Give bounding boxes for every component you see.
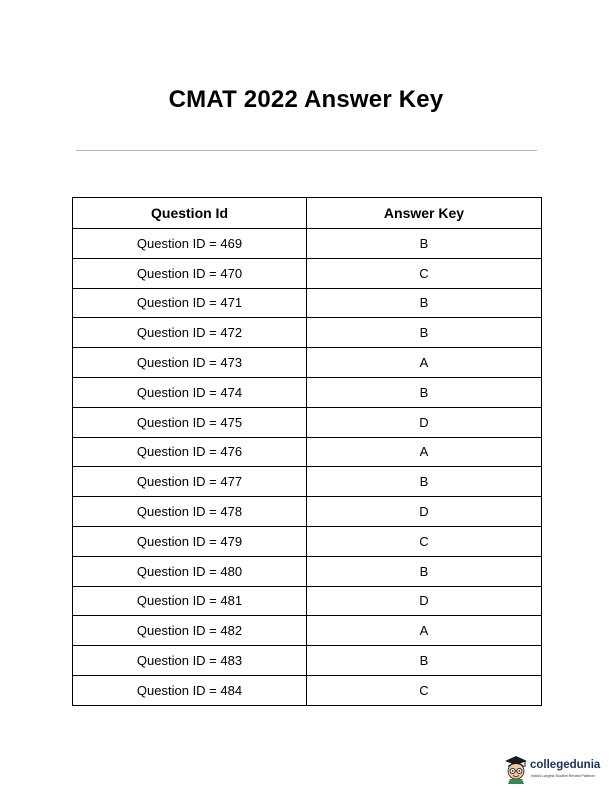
table-row — [73, 229, 542, 259]
logo-tagline: India's Largest Student Review Platform — [531, 774, 595, 778]
answer-cell: B — [307, 467, 542, 497]
collegedunia-logo — [503, 752, 608, 786]
answer-cell: C — [307, 258, 542, 288]
answer-cell: D — [307, 497, 542, 527]
question-id-cell: Question ID = 472 — [73, 318, 307, 348]
table-row — [73, 616, 542, 646]
question-id-cell: Question ID = 475 — [73, 407, 307, 437]
table-row — [73, 467, 542, 497]
table-row — [73, 646, 542, 676]
divider — [76, 150, 537, 151]
answer-cell: A — [307, 616, 542, 646]
question-id-cell: Question ID = 484 — [73, 675, 307, 705]
question-id-cell: Question ID = 483 — [73, 646, 307, 676]
table-row — [73, 556, 542, 586]
table-row — [73, 586, 542, 616]
question-id-cell: Question ID = 477 — [73, 467, 307, 497]
question-id-cell: Question ID = 469 — [73, 229, 307, 259]
table-row — [73, 526, 542, 556]
question-id-cell: Question ID = 481 — [73, 586, 307, 616]
page-title: CMAT 2022 Answer Key — [168, 86, 444, 113]
answer-cell: B — [307, 377, 542, 407]
column-header-answer-key: Answer Key — [307, 198, 542, 229]
column-header-question-id: Question Id — [73, 198, 307, 229]
table-row — [73, 675, 542, 705]
table-row — [73, 407, 542, 437]
question-id-cell: Question ID = 470 — [73, 258, 307, 288]
answer-cell: A — [307, 348, 542, 378]
logo-text: collegedunia — [530, 759, 601, 771]
question-id-cell: Question ID = 474 — [73, 377, 307, 407]
table-row — [73, 348, 542, 378]
table-row — [73, 288, 542, 318]
table-row — [73, 318, 542, 348]
answer-key-table — [72, 197, 542, 706]
answer-cell: C — [307, 675, 542, 705]
answer-cell: B — [307, 556, 542, 586]
question-id-cell: Question ID = 479 — [73, 526, 307, 556]
question-id-cell: Question ID = 480 — [73, 556, 307, 586]
table-row — [73, 437, 542, 467]
answer-cell: B — [307, 646, 542, 676]
table-header-row — [73, 198, 542, 229]
question-id-cell: Question ID = 473 — [73, 348, 307, 378]
table-row — [73, 497, 542, 527]
answer-cell: C — [307, 526, 542, 556]
student-mascot-icon — [503, 754, 529, 784]
answer-cell: B — [307, 229, 542, 259]
question-id-cell: Question ID = 482 — [73, 616, 307, 646]
answer-cell: B — [307, 288, 542, 318]
question-id-cell: Question ID = 476 — [73, 437, 307, 467]
answer-cell: B — [307, 318, 542, 348]
table-row — [73, 258, 542, 288]
answer-cell: D — [307, 407, 542, 437]
answer-cell: A — [307, 437, 542, 467]
question-id-cell: Question ID = 471 — [73, 288, 307, 318]
answer-cell: D — [307, 586, 542, 616]
table-row — [73, 377, 542, 407]
question-id-cell: Question ID = 478 — [73, 497, 307, 527]
